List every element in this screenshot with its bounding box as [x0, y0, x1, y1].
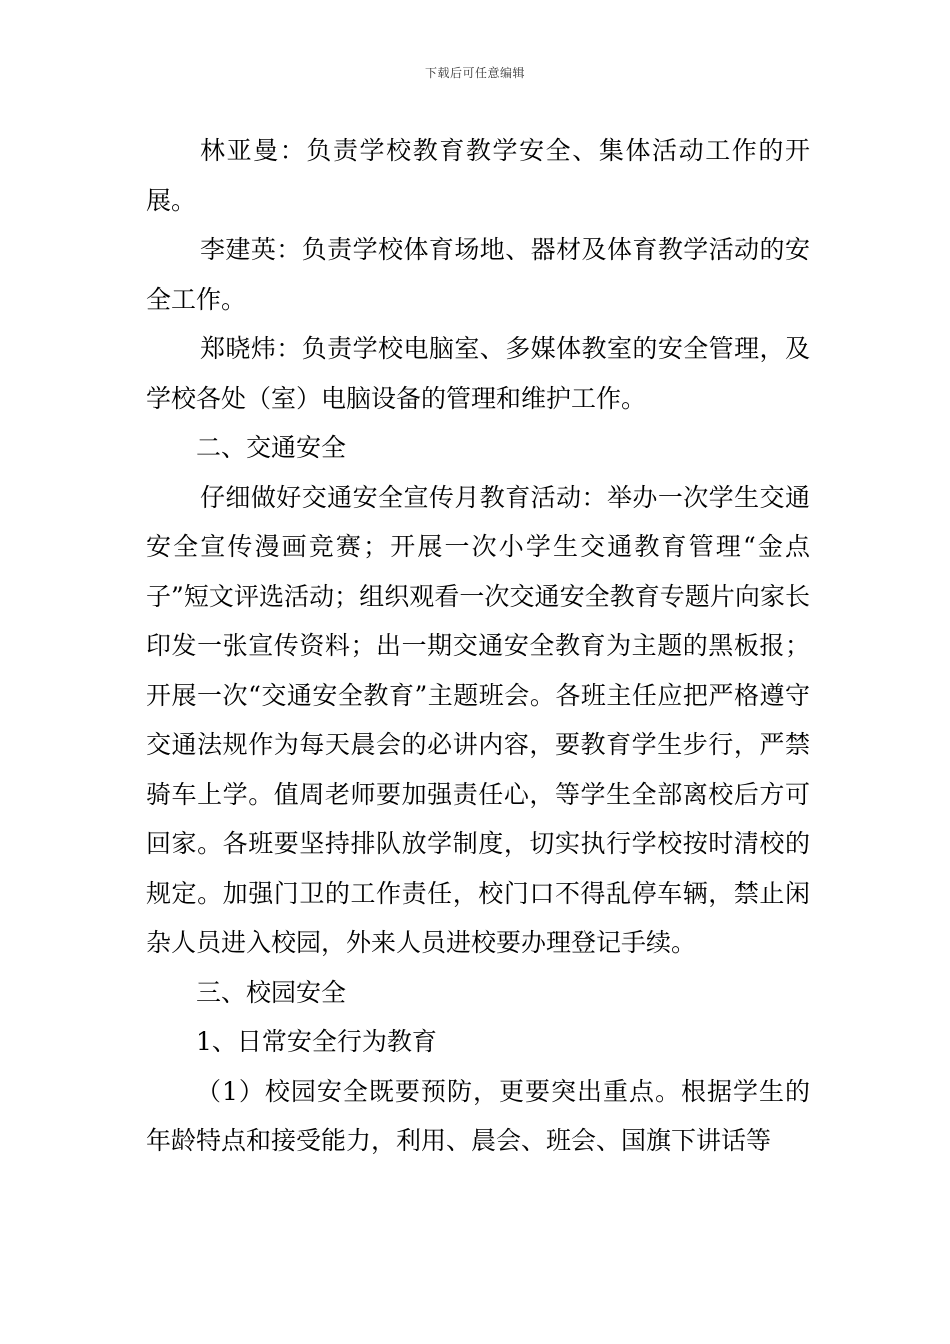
document-body: [146, 126, 810, 1166]
paragraph-traffic-safety: 仔细做好交通安全宣传月教育活动：举办一次学生交通安全宣传漫画竞赛；开展一次小学生交通教育管理“金点子”短文评选活动；组织观看一次交通安全教育专题片向家长印发一张宣传资料；出一期交通安全教育为主题的黑板报；开展一次“交通安全教育”主题班会。各班主任应把严格遵守交通法规作为每天晨会的必讲内容，要教育学生步行，严禁骑车上学。值周老师要加强责任心，等学生全部离校后方可回家。各班要坚持排队放学制度，切实执行学校按时清校的规定。加强门卫的工作责任，校门口不得乱停车辆，禁止闲杂人员进入校园，外来人员进校要办理登记手续。: [146, 482, 810, 957]
section-heading-campus-safety: 三、校园安全: [196, 977, 347, 1007]
paragraph-lin-yaman: 林亚曼：负责学校教育教学安全、集体活动工作的开展。: [146, 136, 810, 215]
paragraph-campus-prevention: （1）校园安全既要预防，更要突出重点。根据学生的年龄特点和接受能力，利用、晨会、班会、国旗下讲话等: [146, 1076, 810, 1155]
paragraph-zheng-xiaowei: 郑晓炜：负责学校电脑室、多媒体教室的安全管理，及学校各处（室）电脑设备的管理和维护工作。: [146, 334, 810, 413]
page-header: 下载后可任意编辑: [424, 66, 525, 80]
subsection-heading-daily-behavior: 1、日常安全行为教育: [196, 1027, 437, 1056]
section-heading-traffic-safety: 二、交通安全: [196, 433, 347, 462]
paragraph-li-jianying: 李建英：负责学校体育场地、器材及体育教学活动的安全工作。: [146, 235, 810, 314]
